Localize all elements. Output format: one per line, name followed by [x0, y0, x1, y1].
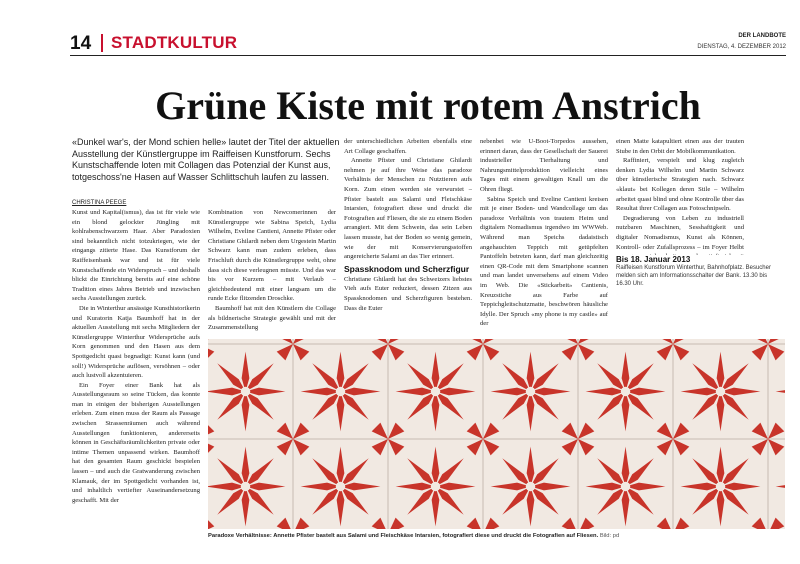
text-column-4 [480, 137, 608, 339]
info-title: Bis 18. Januar 2013 [616, 255, 691, 264]
star-center [716, 387, 726, 397]
paragraph: Die in Winterthur ansässige Kunsthistorikerin und Kuratorin Katja Baumhoff hat in der aktuellen Ausstellung mit sechs Mitgliedern der Künstlergruppe Winterthur Widersprüche aufs Korn genommen und den Hasen aus dem Spottgedicht quasi begnadigt: Kunst kann (und soll!) Widersprüche auflösen, versöhnen – oder auch lustvoll akzentuieren. [72, 304, 200, 380]
star-center [526, 387, 536, 397]
paragraph: Annette Pfister und Christiane Ghilardi nehmen je auf ihre Weise das paradoxe Verhältnis der Menschen zu Nutztieren aufs Korn. Zum einen werden sie verwurstet – Pfister bastelt aus Salami und Fleischkäse Intarsien, fotografiert diese und druckt die Fotografien auf Fliesen, die sie zu einem Boden arrangiert. Mit dem Schwein, das sein Leben lassen musste, hat der Boden so wenig gemein, wie der mit Konservierungsstoffen angereicherte Salami an das Tier erinnert. [344, 157, 472, 261]
tile-star [396, 352, 476, 432]
tile-star [491, 352, 571, 432]
star-center [431, 387, 441, 397]
paragraph: Sabina Speich und Eveline Cantieni kreisen mit je einer Boden- und Wandcollage um das paradoxe Verhältnis von trautem Heim und digitalem Nomadismus irgendwo im WWWeb. Während man Speichs dadaistisch angehauchten Teppich mit getüpfelten Pantoffeln betreten kann, darf man gleichzeitig einen QR-Code mit dem Smartphone scannen und man landet unversehens auf einem Video im Web. Die «Stickarbeit» Cantienis, Kreuzstiche aus Farbe auf Teppichgleitschutzmatte, beschwören häusliche Idylle. Der Spruch «my phone is my castle» auf der [480, 195, 608, 328]
star-center [336, 387, 346, 397]
tile-star [396, 447, 476, 527]
paragraph: einen Matte katapultiert einen aus der trauten Stube in den Orbit der Mobilkommunikation. [616, 138, 744, 155]
photo-caption [208, 532, 788, 540]
paragraph: der unterschiedlichen Arbeiten ebenfalls eine Art Collage geschaffen. [344, 138, 472, 155]
star-center [621, 387, 631, 397]
info-text: Raiffeisen Kunstforum Winterthur, Bahnhofplatz. Besucher melden sich am Informationsschalter der Bank. 13.30 bis 16.30 Uhr. [616, 265, 771, 287]
tile-star [491, 447, 571, 527]
article-headline: Grüne Kiste mit rotem Anstrich [155, 83, 701, 128]
text-column-5 [616, 137, 744, 255]
header-rule [70, 55, 786, 56]
star-center [621, 482, 631, 492]
star-center [241, 482, 251, 492]
paragraph: Raffiniert, verspielt und klug zugleich denken Lydia Wilhelm und Martin Schwarz über künstlerische Strategien nach. Schwarz «klaut» bei Kollegen deren Stile – Wilhelm arbeitet quasi blind und ohne Kontrolle über das Resultat ihrer Collagen aus Fotoschnipseln. [616, 157, 744, 213]
text-column-3 [344, 137, 472, 339]
subheading: Spassknodom und Scherzfigur [344, 263, 470, 274]
tile-star [681, 352, 761, 432]
tile-star [681, 447, 761, 527]
paragraph: Baumhoff hat mit den Künstlern die Collage als bildnerische Strategie gewählt und mit der Zusammenstellung [208, 304, 336, 332]
tile-background [208, 339, 785, 529]
star-center [336, 482, 346, 492]
newspaper-name: DER LANDBOTE [738, 33, 786, 39]
tile-star [586, 447, 666, 527]
exhibition-info [616, 255, 781, 288]
article-author: CHRISTINA PEEGE [72, 200, 127, 206]
page-number: 14 [70, 33, 92, 54]
tile-star [301, 352, 381, 432]
star-center [431, 482, 441, 492]
tile-photo [208, 339, 785, 529]
text-column-1 [72, 208, 200, 544]
tile-star [586, 352, 666, 432]
caption-text: Paradoxe Verhältnisse: Annette Pfister bastelt aus Salami und Fleischkäse Intarsien, fotografiert diese und druckt die Fotografien auf Fliesen. [208, 533, 599, 539]
paragraph: Christiane Ghilardi hat des Schweizers liebstes Vieh aufs Euter reduziert, dessen Zitzen aus Spassknodomen und Scherzfiguren bestehen. Dass die Euter [344, 275, 472, 312]
issue-date: DIENSTAG, 4. DEZEMBER 2012 [697, 44, 786, 50]
text-column-2 [208, 208, 336, 339]
star-center [716, 482, 726, 492]
paragraph: Degradierung von Leben zu industriell nutzbaren Maschinen, Sesshaftigkeit und digitaler Nomadismus, Kunst als Können, Kontroll- oder Zufallsprozess – im Foyer Helbt [616, 214, 744, 251]
paragraph: Kunst und Kapital(ismus), das ist für viele wie ein blond gelockter Jüngling mit kohlrabenschwarzem Haar. Aber Paradoxien sind bekanntlich nicht totzukriegen, wie der eingangs zitierte Hase. Das Kunstforum der Raiffeisenbank war und ist für viele Kunstschaffende ein Widerspruch – und deshalb blickt die Einrichtung bereits auf eine schöne Tradition eines Jahres Betrieb und inzwischen sechs Ausstellungen zurück. [72, 209, 200, 303]
tile-floor-image [208, 339, 785, 529]
photo-credit: Bild: pd [599, 533, 620, 539]
section-title: STADTKULTUR [111, 33, 238, 52]
paragraph: nebenbei wie U-Boot-Torpedos aussehen, erinnert daran, dass der Gesellschaft der Sauerei industrieller Tierhaltung und Nahrungsmittelproduktion vielleicht eines Tages mit einem gewaltigen Knall um die Ohren fliegt. [480, 138, 608, 193]
star-center [241, 387, 251, 397]
article-lead: «Dunkel war's, der Mond schien helle» lautet der Titel der aktuellen Ausstellung der Künstlergruppe im Raiffeisen Kunstforum. Sechs Kunstschaffende loten mit Collagen das Potenzial der Kunst aus, totgeschoss'ne Hasen auf Wasser Schlittschuh laufen zu lassen. [72, 137, 340, 182]
star-center [526, 482, 536, 492]
paragraph: Kombination von Newcomerinnen der Künstlergruppe wie Sabina Speich, Lydia Wilhelm, Eveline Cantieni, Annette Pfister oder Christiane Ghilardi neben dem Urgestein Martin Schwarz kann man zudem erleben, dass Frischluft durch die Künstlergruppe weht, ohne dass sich diese verleugnen müsste. Und das war bis vor Kurzem – mit Verlaub – gleichbedeutend mit einer langsam um die runde Ecke flitzenden Droschke. [208, 209, 336, 303]
paragraph: Ein Foyer einer Bank hat als Ausstellungsraum so seine Tücken, das konnte man in einigen der bisherigen Ausstellungen erleben. Zum einen muss der Raum als Passage zwischen Strassenräumen auch während Ausstellungen funktionieren, andererseits können in Geschäftsräumlichkeiten private oder intime Themen unpassend wirken. Baumhoff hat den gesamten Raum geschickt bespielen lassen – und auch die Gratwanderung zwischen Klamauk, der im Spottgedicht vorhanden ist, und inhaltlich vertiefter Auseinandersetzung geschafft. Mit der [72, 381, 200, 504]
section-divider [101, 34, 103, 52]
tile-star [301, 447, 381, 527]
